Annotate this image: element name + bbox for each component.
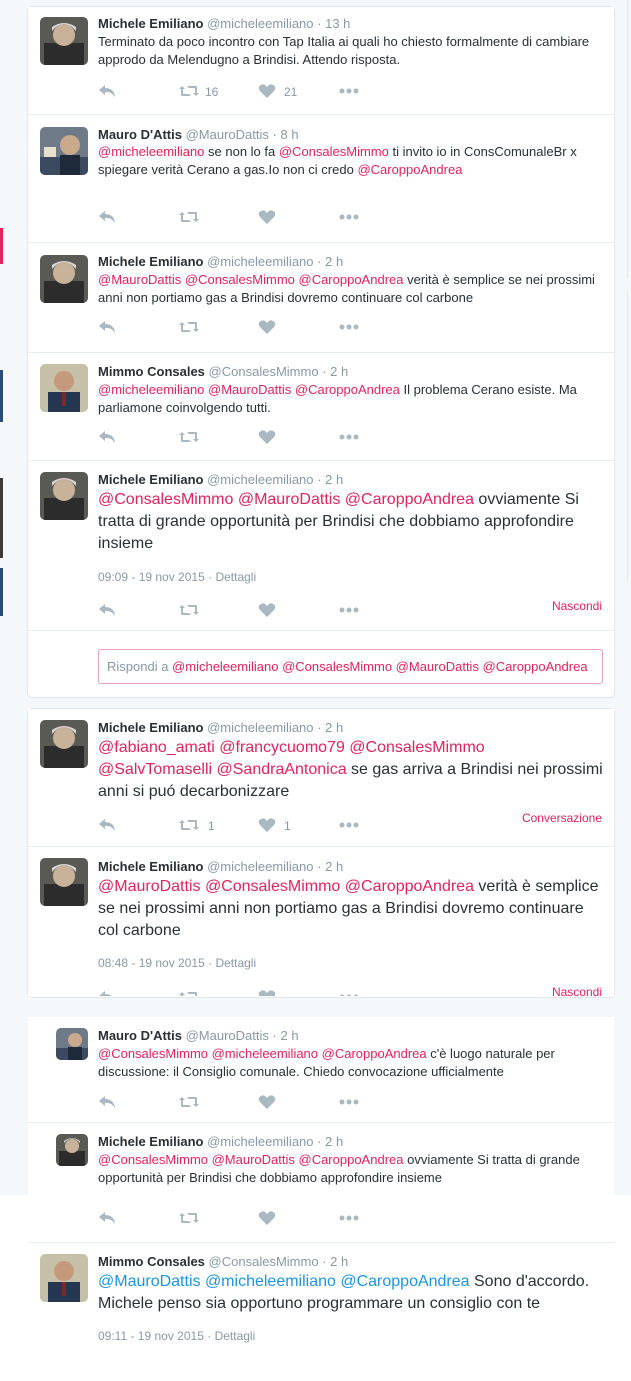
reply-icon bbox=[98, 319, 118, 335]
hide-link[interactable]: Nascondi bbox=[551, 985, 602, 996]
mention-links[interactable]: @SalvTomaselli @SandraAntonica bbox=[98, 761, 347, 778]
mention-links[interactable]: @MauroDattis @micheleemiliano @CaroppoAndrea bbox=[98, 1273, 470, 1290]
tweet-reply[interactable] bbox=[28, 1123, 614, 1243]
retweet-icon bbox=[178, 1210, 200, 1226]
tweet-text bbox=[98, 271, 604, 307]
mention-link[interactable]: @ConsalesMimmo bbox=[278, 144, 389, 159]
like-icon bbox=[258, 83, 276, 99]
author-name[interactable]: Michele Emiliano bbox=[98, 254, 204, 269]
tweet-text-part: ti invito io in ConsComunaleBr x spiegare verità Cerano a gas.Io non ci credo bbox=[98, 144, 577, 177]
more-icon bbox=[338, 1094, 360, 1110]
tweet-time[interactable]: 2 h bbox=[325, 472, 344, 487]
like-icon bbox=[258, 817, 276, 833]
avatar[interactable] bbox=[40, 364, 88, 412]
like-icon bbox=[258, 209, 276, 225]
tweet-header bbox=[98, 363, 604, 380]
avatar[interactable] bbox=[40, 127, 88, 175]
tweet-text-part: ovviamente Si tratta di grande opportunità per Brindisi che dobbiamo approfondire insieme bbox=[98, 1152, 580, 1185]
reply-prefix: Rispondi a bbox=[107, 659, 173, 674]
author-name[interactable]: Mimmo Consales bbox=[98, 364, 205, 379]
like-count: 21 bbox=[284, 85, 298, 99]
author-name[interactable]: Michele Emiliano bbox=[98, 859, 204, 874]
author-handle[interactable]: @micheleemiliano bbox=[207, 859, 314, 874]
tweet[interactable] bbox=[28, 243, 614, 353]
tweet-timestamp[interactable]: 08:48 - 19 nov 2015 bbox=[98, 956, 205, 970]
more-icon bbox=[338, 1210, 360, 1226]
more-icon bbox=[338, 83, 360, 99]
more-icon bbox=[338, 429, 360, 445]
retweet-icon bbox=[178, 602, 200, 618]
tweet[interactable] bbox=[28, 353, 614, 461]
more-icon bbox=[338, 989, 360, 996]
like-icon bbox=[258, 319, 276, 335]
mention-links[interactable]: @ConsalesMimmo @MauroDattis @CaroppoAndrea bbox=[98, 491, 474, 508]
retweet-icon bbox=[178, 1094, 200, 1110]
tweet-header bbox=[98, 15, 604, 32]
tweet-header bbox=[98, 1253, 604, 1270]
tweet-text-part: se gas arriva a Brindisi nei prossimi anni si puó decarbonizzare bbox=[98, 761, 603, 800]
like-icon bbox=[258, 429, 276, 445]
reply-icon bbox=[98, 602, 118, 618]
reply-icon bbox=[98, 1210, 118, 1226]
separator: · bbox=[207, 1329, 212, 1343]
tweet-text bbox=[98, 381, 604, 417]
avatar[interactable] bbox=[40, 255, 88, 303]
retweet-count: 16 bbox=[205, 85, 219, 99]
reply-mentions: @micheleemiliano @ConsalesMimmo @MauroDattis @CaroppoAndrea bbox=[172, 659, 588, 674]
tweet-text bbox=[98, 1271, 604, 1315]
author-handle[interactable]: @micheleemiliano bbox=[207, 1134, 314, 1149]
tweet-header bbox=[98, 719, 604, 736]
author-name[interactable]: Michele Emiliano bbox=[98, 16, 204, 31]
tweet[interactable] bbox=[28, 709, 614, 847]
separator: · bbox=[317, 720, 322, 735]
left-edge-accent bbox=[0, 370, 3, 422]
tweet-header bbox=[98, 471, 604, 488]
mention-links[interactable]: @ConsalesMimmo @MauroDattis @CaroppoAndrea bbox=[98, 1152, 404, 1167]
tweet-header bbox=[98, 1027, 604, 1044]
tweet-text: Terminato da poco incontro con Tap Italia ai quali ho chiesto formalmente di cambiare approdo da Melendugno a Brindisi. Attendo risposta. bbox=[98, 34, 590, 67]
separator: · bbox=[317, 1134, 322, 1149]
retweet-icon bbox=[178, 429, 200, 445]
tweet[interactable] bbox=[28, 7, 614, 115]
separator: · bbox=[317, 859, 322, 874]
author-handle[interactable]: @micheleemiliano bbox=[207, 720, 314, 735]
tweet-text bbox=[98, 143, 604, 179]
tweet-time[interactable]: 2 h bbox=[330, 1254, 349, 1269]
mention-links[interactable]: @MauroDattis @ConsalesMimmo @CaroppoAndrea bbox=[98, 878, 474, 895]
author-handle[interactable]: @MauroDattis bbox=[185, 1028, 269, 1043]
retweet-count: 1 bbox=[208, 819, 215, 833]
tweet-timestamp[interactable]: 09:11 - 19 nov 2015 bbox=[98, 1329, 204, 1343]
left-edge-accent bbox=[0, 228, 3, 264]
retweet-icon bbox=[178, 319, 200, 335]
avatar[interactable] bbox=[40, 472, 88, 520]
tweet-text-part: verità è semplice se nei prossimi anni non portiamo gas a Brindisi dovremo continuare col carbone bbox=[98, 878, 599, 939]
right-column-edge bbox=[627, 0, 628, 278]
tweet-text-part: verità è semplice se nei prossimi anni non portiamo gas a Brindisi dovremo continuare col carbone bbox=[98, 272, 595, 305]
tweet-expanded[interactable] bbox=[28, 1243, 614, 1353]
mention-links[interactable]: @micheleemiliano @MauroDattis @CaroppoAndrea bbox=[98, 382, 400, 397]
retweet-icon bbox=[178, 209, 200, 225]
tweet-expanded[interactable] bbox=[28, 848, 614, 996]
separator: · bbox=[272, 127, 277, 142]
more-icon bbox=[338, 209, 360, 225]
more-icon bbox=[338, 602, 360, 618]
tweet[interactable] bbox=[28, 115, 614, 243]
mention-link[interactable]: @CaroppoAndrea bbox=[357, 162, 463, 177]
tweet-expanded[interactable] bbox=[28, 461, 614, 631]
avatar[interactable] bbox=[56, 1028, 88, 1060]
retweet-icon bbox=[178, 989, 200, 996]
tweet-time[interactable]: 2 h bbox=[330, 364, 349, 379]
reply-icon bbox=[98, 83, 118, 99]
more-icon bbox=[338, 319, 360, 335]
author-name[interactable]: Mauro D'Attis bbox=[98, 127, 182, 142]
reply-icon bbox=[98, 817, 118, 833]
separator: · bbox=[322, 1254, 327, 1269]
like-count: 1 bbox=[284, 819, 291, 833]
hide-link[interactable]: Nascondi bbox=[551, 599, 602, 613]
retweet-icon bbox=[178, 83, 200, 99]
timestamp-row bbox=[98, 570, 256, 584]
tweet-time[interactable]: 2 h bbox=[325, 254, 344, 269]
author-name[interactable]: Michele Emiliano bbox=[98, 720, 204, 735]
mention-links[interactable]: @MauroDattis @ConsalesMimmo @CaroppoAndrea bbox=[98, 272, 404, 287]
tweet-header bbox=[98, 253, 604, 270]
tweet-text bbox=[98, 737, 604, 803]
mention-links[interactable]: @fabiano_amati @francycuomo79 @ConsalesMimmo bbox=[98, 739, 485, 756]
tweet-text-part: c'è luogo naturale per discussione: il Consiglio comunale. Chiedo convocazione ufficialmente bbox=[98, 1046, 555, 1079]
tweet-text bbox=[98, 1151, 604, 1187]
author-handle[interactable]: @ConsalesMimmo bbox=[208, 364, 319, 379]
author-name[interactable]: Michele Emiliano bbox=[98, 472, 204, 487]
tweet-text-part: se non lo fa bbox=[204, 144, 279, 159]
timestamp-row bbox=[98, 956, 256, 970]
author-handle[interactable]: @micheleemiliano bbox=[207, 16, 314, 31]
details-link[interactable]: Dettagli bbox=[215, 570, 257, 584]
reply-icon bbox=[98, 209, 118, 225]
tweet-text bbox=[98, 489, 604, 555]
author-handle[interactable]: @ConsalesMimmo bbox=[208, 1254, 319, 1269]
reply-icon bbox=[98, 1094, 118, 1110]
author-handle[interactable]: @micheleemiliano bbox=[207, 254, 314, 269]
more-icon bbox=[338, 817, 360, 833]
left-edge-accent bbox=[0, 478, 3, 558]
tweet-text-part: Sono d'accordo. Michele penso sia opportuno programmare un consiglio con te bbox=[98, 1273, 590, 1312]
separator: · bbox=[322, 364, 327, 379]
like-icon bbox=[258, 989, 276, 996]
tweet-time[interactable]: 2 h bbox=[325, 1134, 344, 1149]
mention-link[interactable]: @micheleemiliano bbox=[98, 144, 205, 159]
author-name[interactable]: Mimmo Consales bbox=[98, 1254, 205, 1269]
tweet-text-part: Il problema Cerano esiste. Ma parliamone coinvolgendo tutti. bbox=[98, 382, 577, 415]
avatar[interactable] bbox=[40, 1254, 88, 1302]
tweet-text bbox=[98, 876, 604, 942]
reply-icon bbox=[98, 429, 118, 445]
tweet-text bbox=[98, 1045, 604, 1081]
tweet-text-part: ovviamente Si tratta di grande opportunità per Brindisi che dobbiamo approfondire insieme bbox=[98, 491, 579, 552]
timestamp-row bbox=[98, 1329, 255, 1343]
avatar[interactable] bbox=[40, 17, 88, 65]
like-icon bbox=[258, 602, 276, 618]
separator: · bbox=[317, 16, 322, 31]
tweet-header bbox=[98, 126, 604, 143]
author-name[interactable]: Mauro D'Attis bbox=[98, 1028, 182, 1043]
tweet-header bbox=[98, 858, 604, 875]
separator: · bbox=[317, 472, 322, 487]
separator: · bbox=[317, 254, 322, 269]
left-edge-accent bbox=[0, 568, 3, 616]
tweet-time[interactable]: 2 h bbox=[280, 1028, 299, 1043]
tweet-header bbox=[98, 1133, 604, 1150]
mention-links[interactable]: @ConsalesMimmo @micheleemiliano @CaroppoAndrea bbox=[98, 1046, 427, 1061]
author-name[interactable]: Michele Emiliano bbox=[98, 1134, 204, 1149]
avatar[interactable] bbox=[56, 1134, 88, 1166]
separator: · bbox=[272, 1028, 277, 1043]
conversation-link[interactable]: Conversazione bbox=[521, 811, 602, 825]
retweet-icon bbox=[178, 817, 200, 833]
tweet-time[interactable]: 8 h bbox=[280, 127, 299, 142]
separator: · bbox=[208, 956, 213, 970]
reply-icon bbox=[98, 989, 118, 996]
tweet-time[interactable]: 13 h bbox=[325, 16, 351, 31]
author-handle[interactable]: @MauroDattis bbox=[185, 127, 269, 142]
tweet-timestamp[interactable]: 09:09 - 19 nov 2015 bbox=[98, 570, 205, 584]
avatar[interactable] bbox=[40, 858, 88, 906]
reply-input[interactable] bbox=[98, 649, 603, 684]
separator: · bbox=[208, 570, 213, 584]
details-link[interactable]: Dettagli bbox=[215, 956, 257, 970]
avatar[interactable] bbox=[40, 720, 88, 768]
tweet-time[interactable]: 2 h bbox=[325, 720, 344, 735]
tweet-reply[interactable] bbox=[28, 1017, 614, 1123]
author-handle[interactable]: @micheleemiliano bbox=[207, 472, 314, 487]
like-icon bbox=[258, 1210, 276, 1226]
right-column-edge bbox=[627, 292, 628, 580]
details-link[interactable]: Dettagli bbox=[214, 1329, 256, 1343]
tweet-time[interactable]: 2 h bbox=[325, 859, 344, 874]
like-icon bbox=[258, 1094, 276, 1110]
